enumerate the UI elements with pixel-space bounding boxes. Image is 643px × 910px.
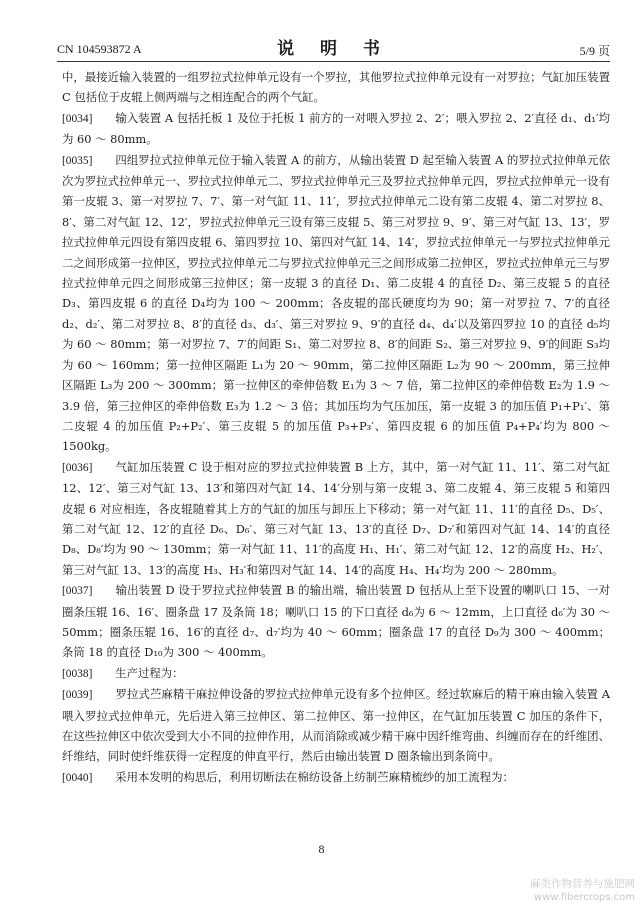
paragraph-0035: [62, 150, 610, 457]
page-header: [57, 32, 610, 60]
paragraph-0036: [62, 457, 610, 580]
document-title: 说 明 书: [277, 39, 390, 59]
patent-number: CN 104593872 A: [57, 42, 142, 56]
paragraph-number: [0038]: [62, 667, 93, 680]
paragraph-number: [0036]: [62, 461, 93, 474]
paragraph-number: [0034]: [62, 112, 93, 125]
paragraph-text: 输出装置 D 设于罗拉式拉伸装置 B 的输出端，输出装置 D 包括从上至下设置的喇叭口 15、一对圈条压辊 16、16′、圈条盘 17 及条筒 18；喇叭口 15 的下口直径 d₆为 6 ～ 12mm，上口直径 d₆′为 30 ～ 50mm；圈条压辊 16、16′的直径 d₇、d₇′均为 40 ～ 60mm；圈条盘 17 的直径 D₉为 300 ～ 400mm；条筒 18 的直径 D₁₀为 300 ～ 400mm。: [62, 583, 610, 660]
paragraph-number: [0039]: [62, 689, 93, 702]
paragraph-0037: [62, 580, 610, 663]
paragraph-0039: [62, 684, 610, 767]
paragraph-0040: [62, 767, 610, 788]
watermark-site-name: 麻类作物营养与施肥网: [530, 878, 635, 890]
paragraph-text: 采用本发明的构思后，利用切断法在棉纺设备上纺制苎麻精梳纱的加工流程为：: [115, 769, 514, 784]
watermark-url: www.fibercrops.com: [533, 892, 635, 903]
paragraph-text: 输入装置 A 包括托板 1 及位于托板 1 前方的一对喂入罗拉 2、2′；喂入罗拉 2、2′直径 d₁、d₁′均为 60 ～ 80mm。: [62, 110, 610, 147]
watermark: [530, 878, 635, 904]
paragraph-number: [0040]: [62, 771, 93, 784]
page-number: 8: [318, 842, 325, 856]
description-body: [62, 67, 610, 788]
paragraph-number: [0037]: [62, 585, 93, 598]
paragraph-continued: [62, 67, 610, 108]
paragraph-text: 气缸加压装置 C 设于相对应的罗拉式拉伸装置 B 上方，其中，第一对气缸 11、11′、第二对气缸 12、12′、第三对气缸 13、13′和第四对气缸 14、14′分别与第一皮辊 3、第二皮辊 4、第三皮辊 5 和第四皮辊 6 对应相连，各皮辊随着其上方的气缸的加压与卸压上下移动；第一对气缸 11、11′的直径 D₅、D₅′、第二对气缸 12、12′的直径 D₆、D₆′、第三对气缸 13、13′的直径 D₇、D₇′和第四对气缸 14、14′的直径 D₈、D₈′均为 90 ～ 130mm；第一对气缸 11、11′的高度 H₁、H₁′、第二对气缸 12、12′的高度 H₂、H₂′、第三对气缸 13、13′的高度 H₃、H₃′和第四对气缸 14、14′的高度 H₄、H₄′均为 200 ～ 280mm。: [62, 459, 610, 577]
paragraph-0034: [62, 108, 610, 150]
paragraph-0038: [62, 663, 610, 684]
paragraph-text: 四组罗拉式拉伸单元位于输入装置 A 的前方，从输出装置 D 起至输入装置 A 的罗拉式拉伸单元依次为罗拉式拉伸单元一、罗拉式拉伸单元二、罗拉式拉伸单元三及罗拉式拉伸单元四，罗拉式拉伸单元一设有第一皮辊 3、第一对罗拉 7、7′、第一对气缸 11、11′，罗拉式拉伸单元二设有第二皮辊 4、第二对罗拉 8、8′、第二对气缸 12、12′，罗拉式拉伸单元三设有第三皮辊 5、第三对罗拉 9、9′、第三对气缸 13、13′，罗拉式拉伸单元四设有第四皮辊 6、第四罗拉 10、第四对气缸 14、14′，罗拉式拉伸单元一与罗拉式拉伸单元二之间形成第一拉伸区，罗拉式拉伸单元二与罗拉式拉伸单元三之间形成第二拉伸区，罗拉式拉伸单元三与罗拉式拉伸单元四之间形成第三拉伸区；第一皮辊 3 的直径 D₁、第二皮辊 4 的直径 D₂、第三皮辊 5 的直径 D₃、第四皮辊 6 的直径 D₄均为 100 ～ 200mm；各皮辊的邵氏硬度均为 90；第一对罗拉 7、7′的直径 d₂、d₂′、第二对罗拉 8、8′的直径 d₃、d₃′、第三对罗拉 9、9′的直径 d₄、d₄′以及第四罗拉 10 的直径 d₅均为 60 ～ 80mm；第一对罗拉 7、7′的间距 S₁、第二对罗拉 8、8′的间距 S₂、第三对罗拉 9、9′的间距 S₃均为 60 ～ 160mm；第一拉伸区隔距 L₁为 20 ～ 90mm，第二拉伸区隔距 L₂为 90 ～ 200mm，第三拉伸区隔距 L₃为 200 ～ 300mm；第一拉伸区的牵伸倍数 E₁为 3 ～ 7 倍，第二拉伸区的牵伸倍数 E₂为 1.9 ～ 3.9 倍，第三拉伸区的牵伸倍数 E₃为 1.2 ～ 3 倍；其加压均为气压加压，第一皮辊 3 的加压值 P₁+P₁′、第二皮辊 4 的加压值 P₂+P₂′、第三皮辊 5 的加压值 P₃+P₃′、第四皮辊 6 的加压值 P₄+P₄′均为 800 ～ 1500kg。: [62, 152, 610, 454]
paragraph-number: [0035]: [62, 154, 93, 167]
paragraph-text: 生产过程为：: [115, 665, 184, 680]
header-rule: [57, 61, 610, 62]
page-count: 5/9 页: [579, 44, 610, 58]
paragraph-text: 罗拉式苎麻精干麻拉伸设备的罗拉式拉伸单元设有多个拉伸区。经过软麻后的精干麻由输入装置 A 喂入罗拉式拉伸单元，先后进入第三拉伸区、第二拉伸区、第一拉伸区，在气缸加压装置 C 加压的条件下，在这些拉伸区中依次受到大小不同的拉伸作用，从而消除或减少精干麻中因纤维弯曲、纠缠而存在的纤维团、纤维结，同时使纤维获得一定程度的伸直平行，然后由输出装置 D 圈条输出到条筒中。: [62, 687, 610, 764]
paragraph-text: 中，最接近输入装置的一组罗拉式拉伸单元设有一个罗拉，其他罗拉式拉伸单元设有一对罗拉；气缸加压装置 C 包括位于皮辊上侧两端与之相连配合的两个气缸。: [62, 70, 610, 105]
